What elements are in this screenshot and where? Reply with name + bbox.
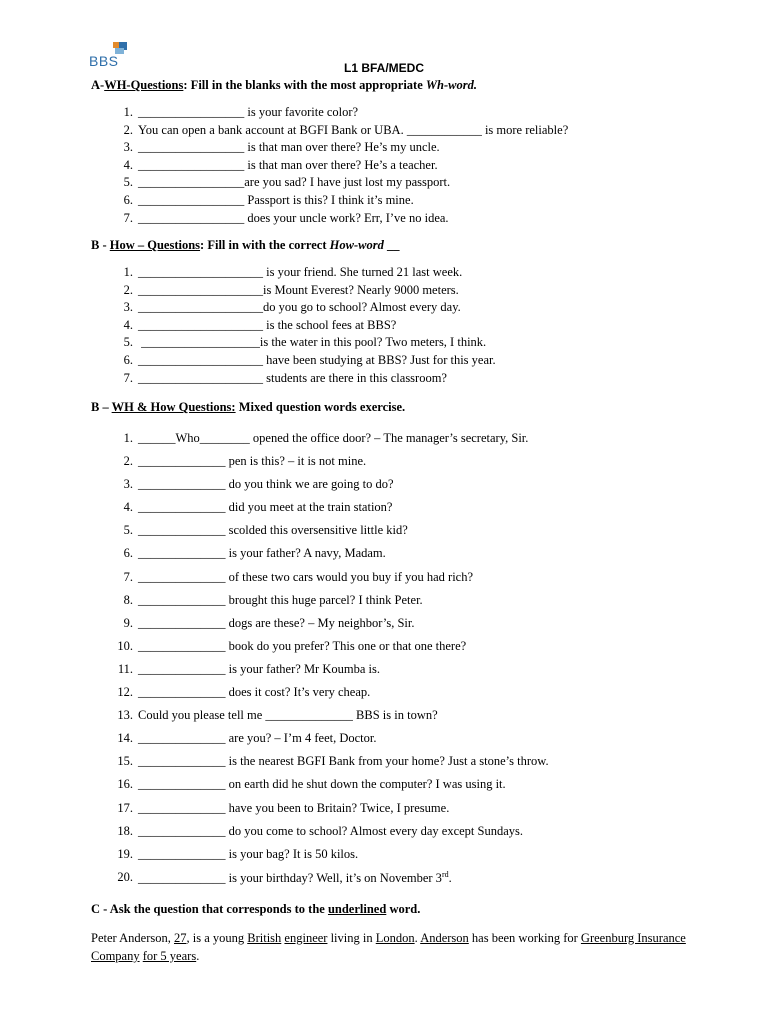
ordinal-suffix: rd <box>441 869 449 879</box>
item-text: ______________ have you been to Britain? Twice, I presume. <box>138 800 450 815</box>
section-c-prefix: C - Ask the question that corresponds to the <box>91 902 328 916</box>
item-text: ______________ is your bag? It is 50 kilos. <box>138 846 359 861</box>
item-text: ______________ scolded this oversensitive little kid? <box>138 523 408 538</box>
paragraph-text: , is a young <box>186 931 248 945</box>
underlined-word: Anderson <box>420 931 469 945</box>
item-number: 6. <box>123 546 133 561</box>
section-c-underlined: underlined <box>327 902 387 916</box>
underlined-word: London <box>375 931 415 945</box>
item-number: 2. <box>123 454 133 469</box>
course-title: L1 BFA/MEDC <box>343 61 424 75</box>
item-text: ______________ are you? – I’m 4 feet, Doctor. <box>138 731 377 746</box>
item-number: 11. <box>117 661 133 676</box>
item-number: 4. <box>123 317 133 332</box>
item-number: 1. <box>123 105 133 119</box>
section-c-suffix: word. <box>386 902 421 916</box>
section-b2-heading <box>91 400 405 415</box>
item-text: ______________ book do you prefer? This one or that one there? <box>138 638 467 653</box>
item-number: 4. <box>123 157 133 172</box>
section-a-instruction: : Fill in the blanks with the most appropriate <box>183 78 426 92</box>
section-b-instruction-em: How-word <box>329 238 384 252</box>
paragraph-text: has been working for <box>468 931 581 945</box>
item-number: 14. <box>117 731 133 746</box>
section-b2-instruction: Mixed question words exercise. <box>235 400 406 414</box>
item-text: ______________ is your father? A navy, Madam. <box>138 546 386 561</box>
item-number: 5. <box>123 175 133 190</box>
item-text: ____________________is Mount Everest? Nearly 9000 meters. <box>138 282 459 297</box>
item-text: ____________________ students are there in this classroom? <box>138 370 447 385</box>
underlined-word: British <box>247 931 282 945</box>
underlined-word: engineer <box>284 931 328 945</box>
item-text: ____________________ have been studying at BBS? Just for this year. <box>138 352 496 367</box>
item-text: _________________ is that man over there? He’s a teacher. <box>138 157 438 172</box>
item-text: ____________________do you go to school? Almost every day. <box>138 300 461 315</box>
item-number: 20. <box>117 869 133 884</box>
item-number: 7. <box>123 210 133 225</box>
item-number: 3. <box>123 300 133 315</box>
item-text: ______________ of these two cars would you buy if you had rich? <box>138 569 474 584</box>
item-number: 1. <box>123 265 133 279</box>
underlined-word: for 5 years <box>142 949 197 963</box>
item-number: 1. <box>123 431 133 445</box>
paragraph-text: . <box>196 949 200 963</box>
item-number: 19. <box>117 846 133 861</box>
item-number: 6. <box>123 352 133 367</box>
item-number: 7. <box>123 370 133 385</box>
section-b-heading <box>91 238 399 253</box>
item-number: 3. <box>123 477 133 492</box>
section-b-instruction: : Fill in with the correct <box>200 238 330 252</box>
item-number: 2. <box>123 122 133 137</box>
item-number: 15. <box>117 754 133 769</box>
section-c-heading <box>91 902 420 917</box>
item-number: 18. <box>117 823 133 838</box>
item-text-main: ______________ is your birthday? Well, it’s on November 3 <box>138 870 442 885</box>
item-number: 8. <box>123 592 133 607</box>
item-number: 16. <box>117 777 133 792</box>
item-text: Could you please tell me ______________ BBS is in town? <box>138 708 438 723</box>
item-text: _________________ Passport is this? I think it’s mine. <box>138 192 414 207</box>
section-b-title: How – Questions <box>109 238 201 252</box>
item-number: 4. <box>123 500 133 515</box>
item-text: ______________ pen is this? – it is not mine. <box>138 454 367 469</box>
section-a-prefix: A- <box>91 78 105 92</box>
item-text <box>138 870 452 886</box>
item-number: 9. <box>123 615 133 630</box>
item-text: ______________ on earth did he shut down the computer? I was using it. <box>138 777 506 792</box>
paragraph-text: living in <box>327 931 376 945</box>
item-text-tail: . <box>448 870 452 885</box>
item-text: ______________ is the nearest BGFI Bank from your home? Just a stone’s throw. <box>138 754 549 769</box>
section-a-instruction-em: Wh-word. <box>425 78 477 92</box>
item-text: _________________are you sad? I have just lost my passport. <box>138 175 451 190</box>
section-b2-title: WH & How Questions: <box>111 400 236 414</box>
section-b2-prefix: B – <box>91 400 112 414</box>
section-b-instruction-tail: __ <box>383 238 400 252</box>
item-number: 7. <box>123 569 133 584</box>
item-number: 17. <box>117 800 133 815</box>
paragraph-text: Peter Anderson, <box>91 931 174 945</box>
section-a-title: WH-Questions <box>104 78 184 92</box>
item-text: _________________ does your uncle work? Err, I’ve no idea. <box>138 210 449 225</box>
item-text: ______________ does it cost? It’s very cheap. <box>138 685 371 700</box>
item-text: You can open a bank account at BGFI Bank or UBA. ____________ is more reliable? <box>138 122 569 137</box>
item-number: 3. <box>123 140 133 155</box>
paragraph-text: . <box>414 931 421 945</box>
item-text: ______________ dogs are these? – My neighbor’s, Sir. <box>138 615 415 630</box>
section-c-paragraph <box>91 929 691 965</box>
section-a-heading <box>91 78 477 93</box>
item-text: _________________ is that man over there? He’s my uncle. <box>138 140 440 155</box>
section-b-prefix: B - <box>91 238 110 252</box>
item-number: 2. <box>123 282 133 297</box>
underlined-word: Greenburg Insurance Company <box>91 931 686 963</box>
item-number: 13. <box>117 708 133 723</box>
item-text: ______________ brought this huge parcel? I think Peter. <box>138 592 423 607</box>
item-text: ______Who________ opened the office door? – The manager’s secretary, Sir. <box>138 431 529 445</box>
item-number: 6. <box>123 192 133 207</box>
item-text: ___________________is the water in this pool? Two meters, I think. <box>138 335 487 350</box>
logo-text: BBS <box>89 53 119 69</box>
item-text: ______________ did you meet at the train station? <box>138 500 393 515</box>
item-text: ______________ do you come to school? Almost every day except Sundays. <box>138 823 524 838</box>
item-number: 12. <box>117 685 133 700</box>
item-text: ____________________ is your friend. She turned 21 last week. <box>138 265 463 279</box>
item-text: _________________ is your favorite color? <box>138 105 359 119</box>
underlined-word: 27 <box>173 931 187 945</box>
item-text: ____________________ is the school fees at BBS? <box>138 317 397 332</box>
item-text: ______________ do you think we are going to do? <box>138 477 394 492</box>
item-text: ______________ is your father? Mr Koumba is. <box>138 661 380 676</box>
item-number: 5. <box>123 335 133 350</box>
item-number: 5. <box>123 523 133 538</box>
item-number: 10. <box>117 638 133 653</box>
